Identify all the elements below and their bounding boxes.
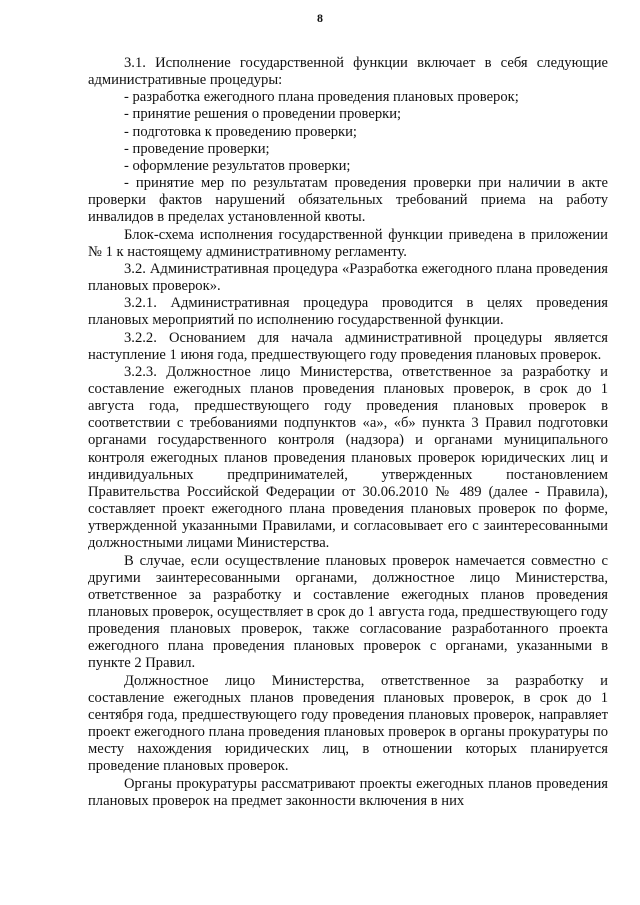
paragraph-3-2-2: 3.2.2. Основанием для начала административной процедуры является наступление 1 июня года, предшествующего году проведения плановых проверок.	[88, 329, 608, 363]
list-item: - принятие решения о проведении проверки;	[124, 106, 402, 123]
list-item: - разработка ежегодного плана проведения плановых проверок;	[124, 89, 519, 106]
paragraph-joint-inspections: В случае, если осуществление плановых проверок намечается совместно с другими заинтересованными органами, должностное лицо Министерства, ответственное за разработку и составление ежегодных планов проведения плановых проверок, осуществляет в срок до 1 августа года, предшествующего году проведения плановых проверок, также согласование разработанного проекта ежегодного плана проведения плановых проверок с органами, указанными в пункте 2 Правил.	[88, 552, 608, 672]
paragraph-3-2-3: 3.2.3. Должностное лицо Министерства, ответственное за разработку и составление ежегодных планов проведения плановых проверок, в срок до 1 августа года, предшествующего году проведения плановых проверок в соответствии с требованиями подпунктов «а», «б» пункта 3 Правил подготовки органами государственного контроля (надзора) и органами муниципального контроля ежегодных планов проведения плановых проверок юридических лиц и индивидуальных предпринимателей, утвержденных постановлением Правительства Российской Федерации от 30.06.2010 № 489 (далее - Правила), составляет проект ежегодного плана проведения плановых проверок по форме, утвержденной указанными Правилами, и согласовывает его с заинтересованными должностными лицами Министерства.	[88, 363, 608, 552]
paragraph-prosecutor-review: Органы прокуратуры рассматривают проекты ежегодных планов проведения плановых проверок на предмет законности включения в них	[88, 775, 608, 809]
paragraph-prosecutor-submission: Должностное лицо Министерства, ответственное за разработку и составление ежегодных планов проведения плановых проверок, в срок до 1 сентября года, предшествующего году проведения плановых проверок, направляет проект ежегодного плана проведения плановых проверок в органы прокуратуры по месту нахождения юридических лиц, в отношении которых планируется проведение плановых проверок.	[88, 672, 608, 775]
paragraph-3-1: 3.1. Исполнение государственной функции включает в себя следующие административные процедуры:	[88, 55, 608, 89]
paragraph-3-2: 3.2. Административная процедура «Разработка ежегодного плана проведения плановых проверок».	[88, 260, 608, 295]
list-item: - принятие мер по результатам проведения проверки при наличии в акте проверки фактов нарушений обязательных требований приема на работу инвалидов в пределах установленной квоты.	[88, 175, 608, 226]
list-item: - подготовка к проведению проверки;	[124, 123, 357, 140]
list-item: - оформление результатов проверки;	[124, 157, 351, 174]
paragraph-3-2-1: 3.2.1. Административная процедура проводится в целях проведения плановых мероприятий по исполнению государственной функции.	[88, 295, 608, 329]
paragraph-block-scheme: Блок-схема исполнения государственной функции приведена в приложении № 1 к настоящему административному регламенту.	[88, 226, 608, 260]
document-body	[88, 55, 608, 810]
list-item: - проведение проверки;	[124, 140, 270, 157]
page-number: 8	[317, 11, 323, 25]
